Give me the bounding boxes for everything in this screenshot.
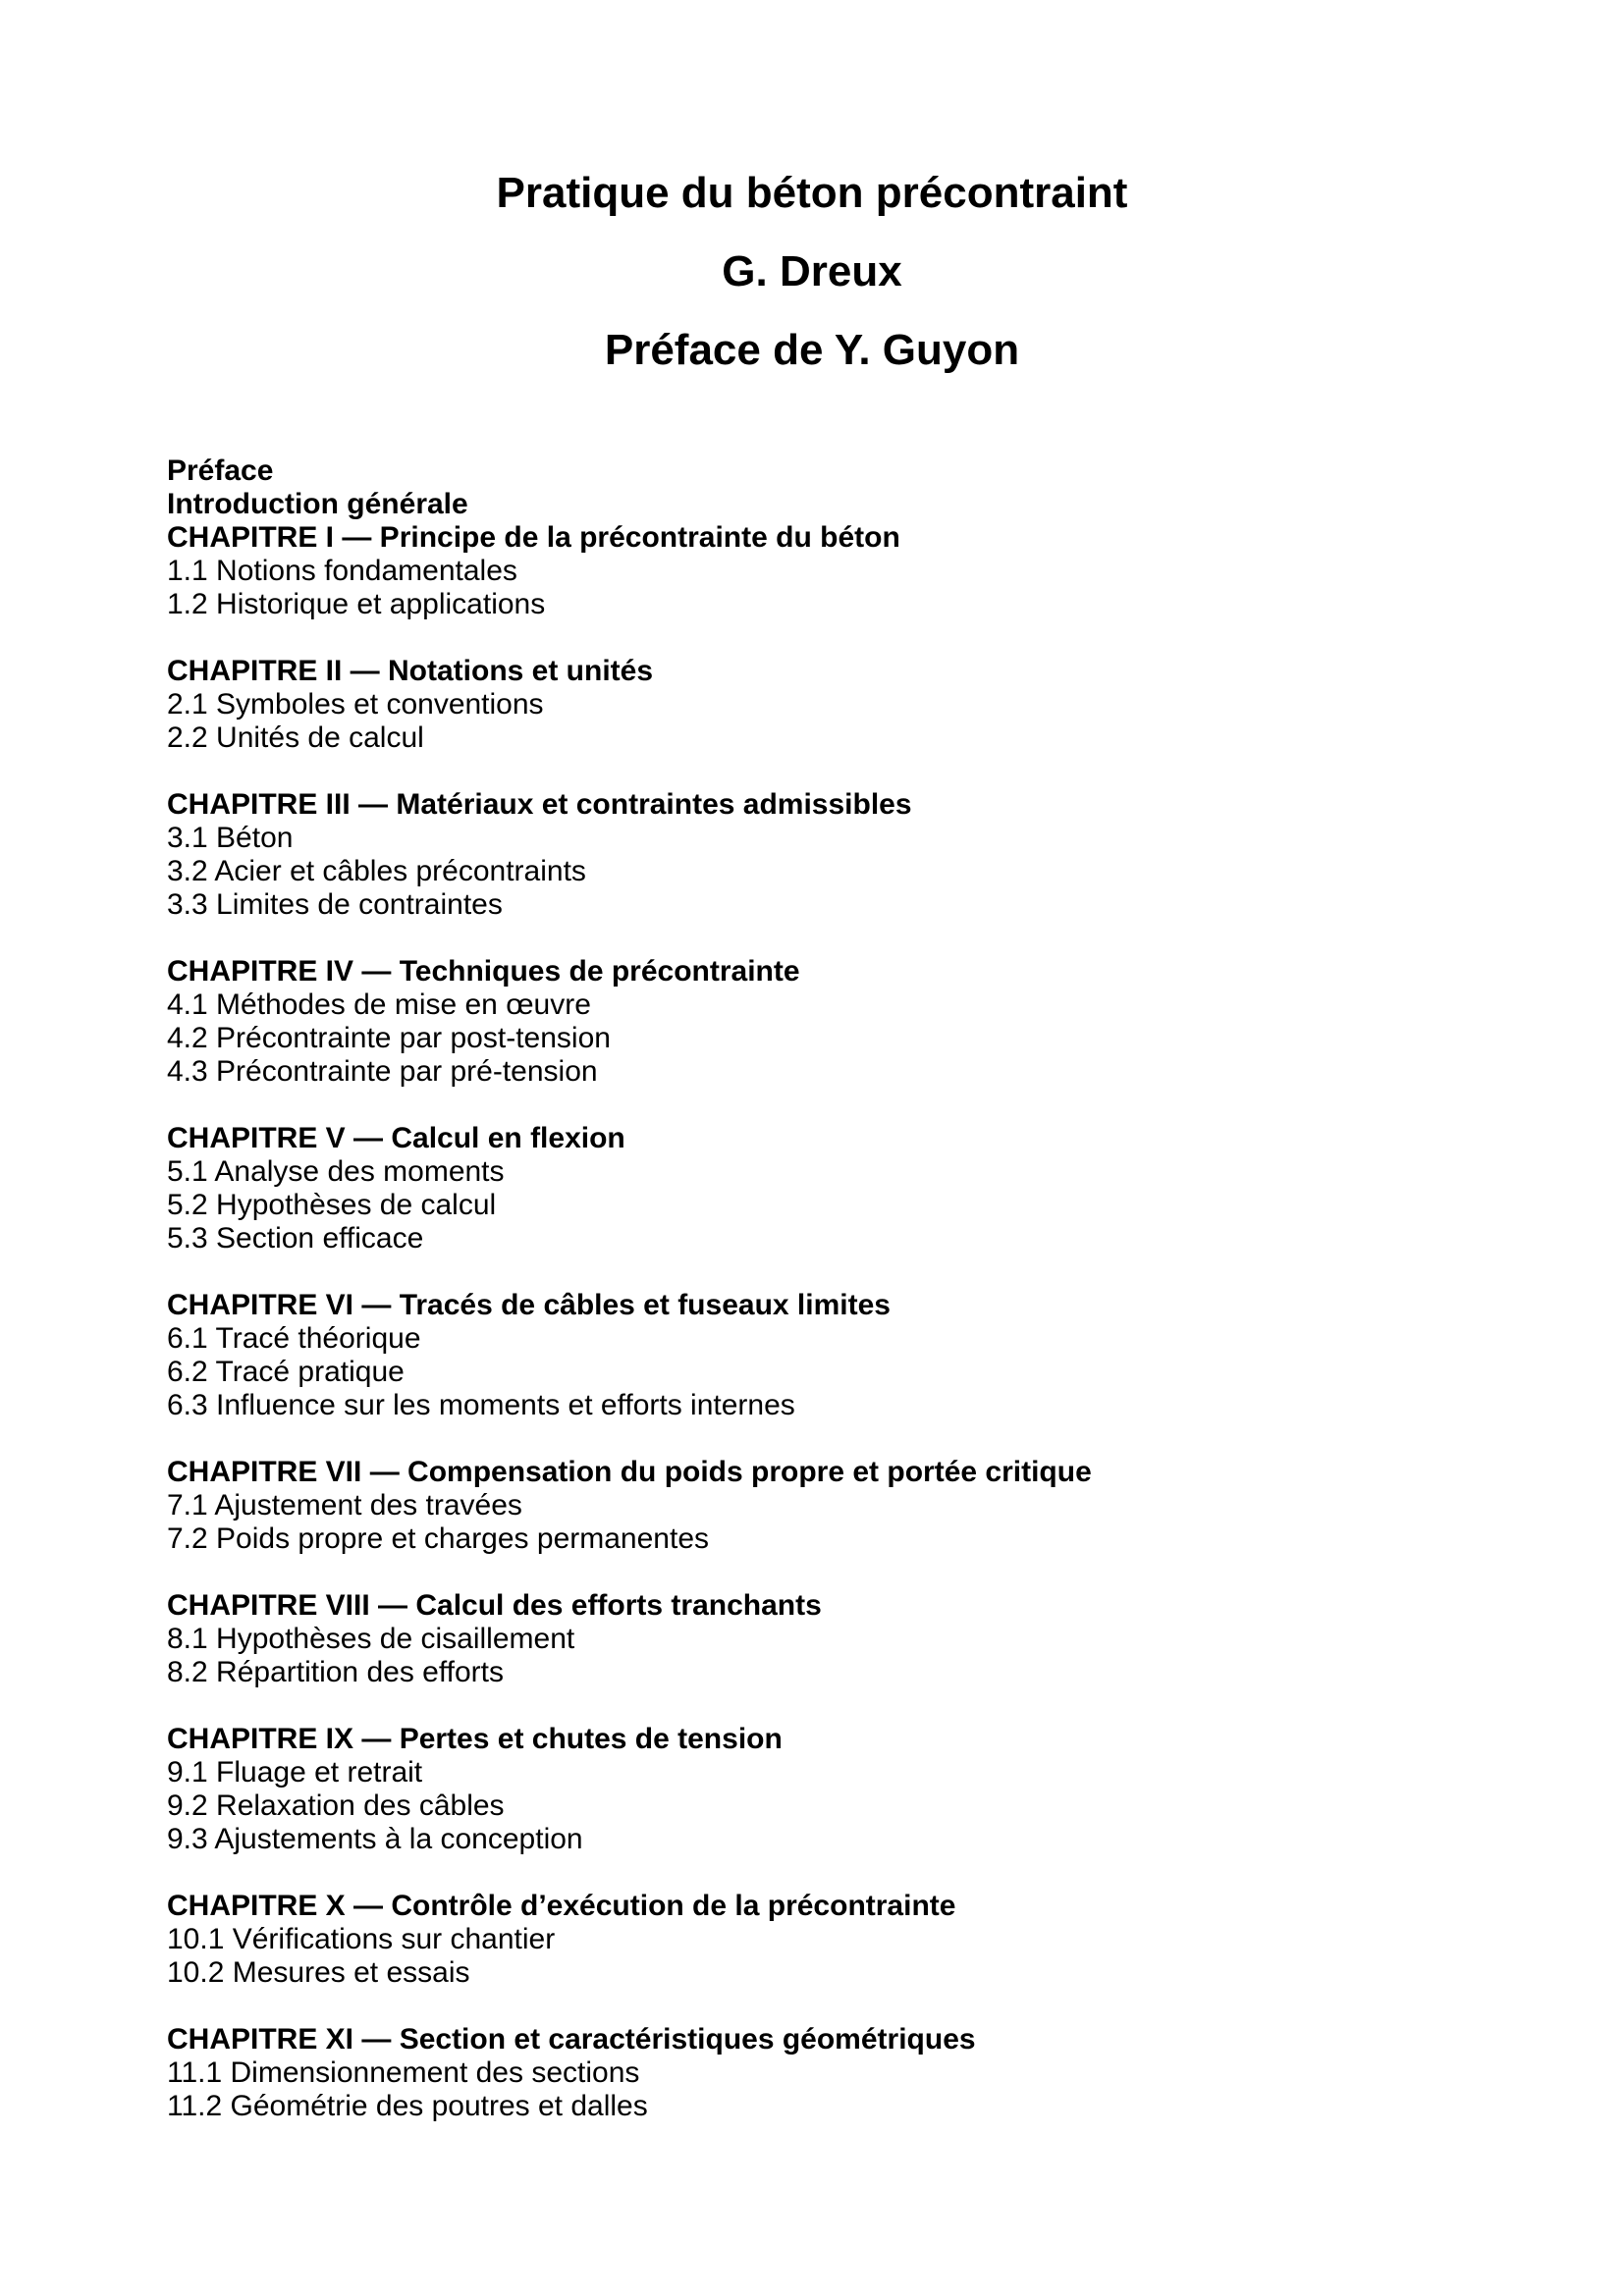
toc-item: 4.1 Méthodes de mise en œuvre <box>167 988 591 1021</box>
toc-item: 11.1 Dimensionnement des sections <box>167 2056 640 2089</box>
chapter-heading: CHAPITRE I — Principe de la précontrainte du béton <box>167 521 900 554</box>
front-matter-line: Préface <box>167 454 274 487</box>
toc-item: 11.2 Géométrie des poutres et dalles <box>167 2090 648 2122</box>
toc-item: 9.3 Ajustements à la conception <box>167 1823 583 1855</box>
toc-item: 9.1 Fluage et retrait <box>167 1756 423 1789</box>
toc-item: 5.1 Analyse des moments <box>167 1155 505 1188</box>
chapter-heading: CHAPITRE III — Matériaux et contraintes admissibles <box>167 788 912 821</box>
toc-item: 2.1 Symboles et conventions <box>167 688 544 721</box>
title-block <box>0 0 1624 372</box>
toc-item: 5.2 Hypothèses de calcul <box>167 1189 497 1221</box>
chapter-heading: CHAPITRE XI — Section et caractéristiques géométriques <box>167 2023 976 2056</box>
chapter-block <box>167 1723 1506 1856</box>
chapter-heading: CHAPITRE IX — Pertes et chutes de tension <box>167 1723 783 1755</box>
chapter-block <box>167 2023 1506 2123</box>
chapter-heading: CHAPITRE V — Calcul en flexion <box>167 1122 625 1154</box>
front-matter-line: Introduction générale <box>167 488 468 520</box>
chapter-block <box>167 521 1506 621</box>
chapter-block <box>167 788 1506 922</box>
toc-item: 8.1 Hypothèses de cisaillement <box>167 1623 575 1655</box>
chapter-block <box>167 1589 1506 1689</box>
toc-item: 3.3 Limites de contraintes <box>167 888 503 921</box>
toc-item: 3.1 Béton <box>167 822 294 854</box>
toc-item: 9.2 Relaxation des câbles <box>167 1789 505 1822</box>
chapter-block <box>167 655 1506 755</box>
toc-item: 1.1 Notions fondamentales <box>167 555 517 587</box>
chapter-block <box>167 1456 1506 1556</box>
book-title: Pratique du béton précontraint <box>496 169 1128 217</box>
toc-item: 2.2 Unités de calcul <box>167 721 424 754</box>
toc-item: 6.3 Influence sur les moments et efforts internes <box>167 1389 795 1421</box>
chapter-heading: CHAPITRE X — Contrôle d’exécution de la précontrainte <box>167 1890 956 1922</box>
toc-item: 7.1 Ajustement des travées <box>167 1489 522 1522</box>
front-matter-block <box>167 454 1506 521</box>
chapter-block <box>167 955 1506 1089</box>
toc-item: 4.2 Précontrainte par post-tension <box>167 1022 611 1054</box>
toc-item: 4.3 Précontrainte par pré-tension <box>167 1055 598 1088</box>
toc-item: 1.2 Historique et applications <box>167 588 546 620</box>
toc-item: 7.2 Poids propre et charges permanentes <box>167 1522 709 1555</box>
chapter-heading: CHAPITRE VIII — Calcul des efforts tranchants <box>167 1589 822 1622</box>
toc-item: 8.2 Répartition des efforts <box>167 1656 504 1688</box>
chapter-heading: CHAPITRE VII — Compensation du poids propre et portée critique <box>167 1456 1092 1488</box>
toc-item: 5.3 Section efficace <box>167 1222 424 1255</box>
chapter-heading: CHAPITRE IV — Techniques de précontrainte <box>167 955 800 988</box>
table-of-contents <box>167 454 1506 2123</box>
toc-item: 10.2 Mesures et essais <box>167 1956 470 1989</box>
toc-item: 6.1 Tracé théorique <box>167 1322 421 1355</box>
chapter-heading: CHAPITRE II — Notations et unités <box>167 655 654 687</box>
preface-credit: Préface de Y. Guyon <box>604 326 1020 374</box>
chapter-block <box>167 1122 1506 1255</box>
toc-item: 10.1 Vérifications sur chantier <box>167 1923 556 1955</box>
book-author: G. Dreux <box>722 247 902 295</box>
chapter-block <box>167 1890 1506 1990</box>
toc-item: 3.2 Acier et câbles précontraints <box>167 855 586 887</box>
chapter-block <box>167 1289 1506 1422</box>
toc-item: 6.2 Tracé pratique <box>167 1356 405 1388</box>
chapter-heading: CHAPITRE VI — Tracés de câbles et fuseaux limites <box>167 1289 891 1321</box>
chapter-list <box>167 521 1506 2123</box>
